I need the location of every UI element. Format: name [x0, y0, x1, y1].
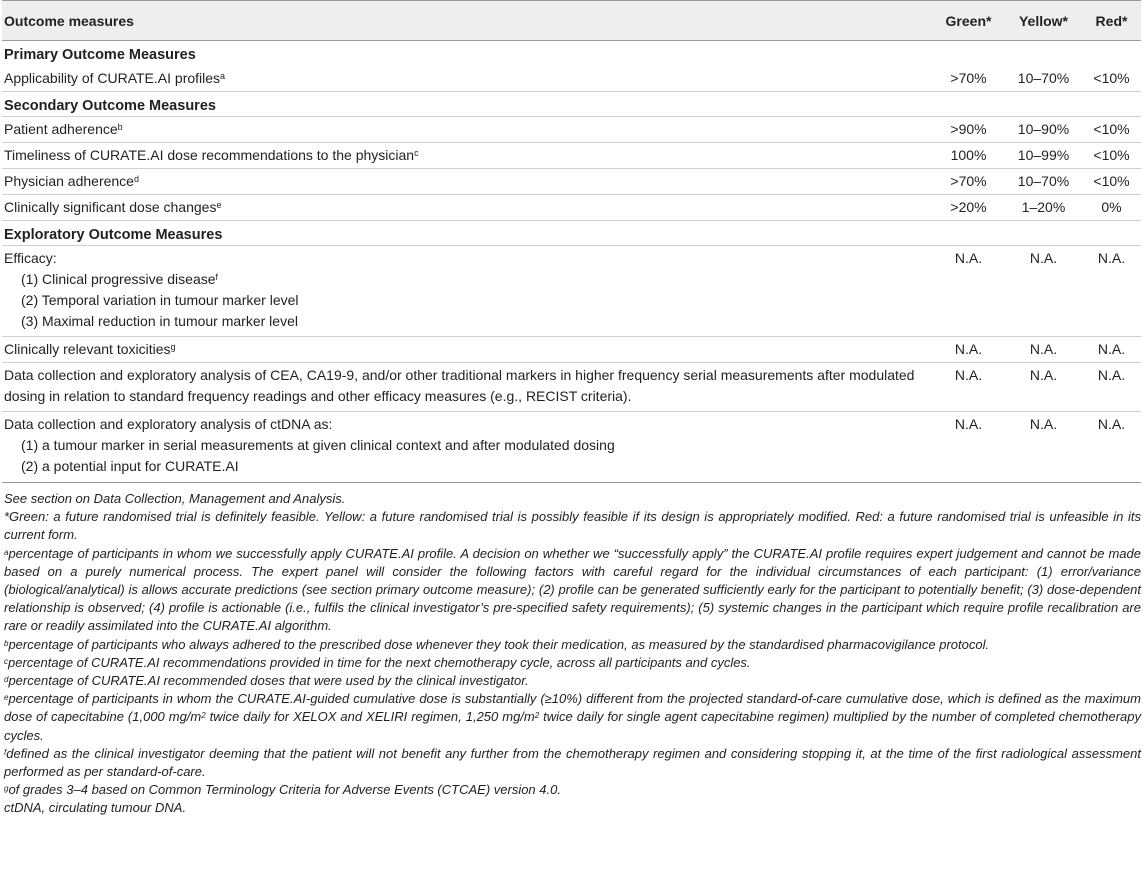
red-cell: N.A.: [1082, 337, 1141, 363]
row-label: Data collection and exploratory analysis of ctDNA as: (1) a tumour marker in serial measurements at given clinical context and after modulated dosing (2) a potential input for CURATE.AI: [2, 412, 932, 483]
red-cell: <10%: [1082, 143, 1141, 169]
table-row: [2, 169, 1141, 195]
row-label: Clinically relevant toxicities$^g$: [2, 337, 932, 363]
yellow-cell: N.A.: [1005, 246, 1082, 337]
row-label: Efficacy: (1) Clinical progressive disease$^f$ (2) Temporal variation in tumour marker level (3) Maximal reduction in tumour marker level: [2, 246, 932, 337]
green-cell: >70%: [932, 169, 1005, 195]
footnote-ctdna: ctDNA, circulating tumour DNA.: [4, 800, 187, 816]
table-row: [2, 246, 1141, 337]
footnote-a: $^a$percentage of participants in whom we successfully apply CURATE.AI profile. A decision on whether we “successfully apply” the CURATE.AI profile requires expert judgement and cannot be made based on a purely numerical process. The expert panel will consider the following factors with careful regard for the individual circumstances of each participant: (1) error/variance (biological/analytical) is allows accurate predictions (see section primary outcome measure); (2) profile can be generated sufficiently early for the participant to potentially benefit; (3) dose-dependent relationship is observed; (4) profile is actionable (i.e., fulfils the clinical investigator’s pre-specified safety requirements); (5) systemic changes in the participant which require profile recalibration are rare or readily assimilated into the CURATE.AI algorithm.: [4, 545, 1141, 634]
yellow-cell: N.A.: [1005, 337, 1082, 363]
table-row: [2, 143, 1141, 169]
section-row-secondary: [2, 92, 1141, 117]
yellow-cell: 1–20%: [1005, 195, 1082, 221]
section-title-primary: Primary Outcome Measures: [4, 47, 196, 63]
row-label: Clinically significant dose changes$^e$: [2, 195, 932, 221]
header-red: Red*: [1082, 1, 1141, 41]
footnote-b: $^b$percentage of participants who always adhered to the prescribed dose whenever they took their medication, as measured by the standardised pharmacovigilance protocol.: [4, 636, 990, 652]
green-cell: >90%: [932, 117, 1005, 143]
row-label: Applicability of CURATE.AI profiles$^a$: [2, 66, 932, 92]
row-label: Data collection and exploratory analysis of CEA, CA19-9, and/or other traditional markers in higher frequency serial measurements after modulated dosing in relation to standard frequency readings and other efficacy measures (e.g., RECIST criteria).: [2, 363, 932, 412]
table-header: [2, 1, 1141, 41]
green-cell: >70%: [932, 66, 1005, 92]
yellow-cell: 10–70%: [1005, 169, 1082, 195]
section-title-secondary: Secondary Outcome Measures: [2, 92, 1141, 117]
table-row: [2, 66, 1141, 92]
green-cell: N.A.: [932, 337, 1005, 363]
red-cell: N.A.: [1082, 246, 1141, 337]
red-cell: N.A.: [1082, 412, 1141, 483]
footnote-c: $^c$percentage of CURATE.AI recommendations provided in time for the next chemotherapy cycle, across all participants and cycles.: [4, 654, 751, 670]
footnote-f: $^f$defined as the clinical investigator deeming that the patient will not benefit any further from the chemotherapy regimen and considering stopping it, at the time of the first radiological assessment performed as per standard-of-care.: [4, 745, 1141, 780]
footnote-e: $^e$percentage of participants in whom the CURATE.AI-guided cumulative dose is substantially (≥10%) different from the projected standard-of-care cumulative dose, which is defined as the maximum dose of capecitabine (1,000 $mg/m^2$ twice daily for XELOX and XELIRI regimen, 1,250 $mg/m^2$ twice daily for single agent capecitabine regimen) multiplied by the number of completed chemotherapy cycles.: [4, 691, 1141, 743]
yellow-cell: 10–99%: [1005, 143, 1082, 169]
header-yellow: Yellow*: [1005, 1, 1082, 41]
green-cell: N.A.: [932, 363, 1005, 412]
red-cell: <10%: [1082, 117, 1141, 143]
red-cell: N.A.: [1082, 363, 1141, 412]
yellow-cell: 10–90%: [1005, 117, 1082, 143]
green-cell: N.A.: [932, 246, 1005, 337]
footnote-star: *Green: a future randomised trial is definitely feasible. Yellow: a future randomised trial is possibly feasible if its design is appropriately modified. Red: a future randomised trial is unfeasible in its current form.: [4, 509, 1141, 543]
table-row: [2, 195, 1141, 221]
section-title-exploratory: Exploratory Outcome Measures: [2, 221, 1141, 246]
row-label: Patient adherence$^b$: [2, 117, 932, 143]
footnote-g: $^g$of grades 3–4 based on Common Terminology Criteria for Adverse Events (CTCAE) version 4.0.: [4, 782, 561, 798]
header-green: Green*: [932, 1, 1005, 41]
footnote-intro: See section on Data Collection, Management and Analysis.: [4, 491, 346, 506]
yellow-cell: 10–70%: [1005, 66, 1082, 92]
red-cell: 0%: [1082, 195, 1141, 221]
yellow-cell: N.A.: [1005, 412, 1082, 483]
outcome-measures-table: [2, 0, 1141, 483]
table-row: [2, 412, 1141, 483]
green-cell: 100%: [932, 143, 1005, 169]
green-cell: >20%: [932, 195, 1005, 221]
row-label: Timeliness of CURATE.AI dose recommendations to the physician$^c$: [2, 143, 932, 169]
red-cell: <10%: [1082, 66, 1141, 92]
header-outcome-measures: Outcome measures: [2, 1, 932, 41]
table-footnotes: [2, 483, 1143, 818]
section-row-exploratory: [2, 221, 1141, 246]
table-row: [2, 363, 1141, 412]
row-label: Physician adherence$^d$: [2, 169, 932, 195]
table-row: [2, 337, 1141, 363]
red-cell: <10%: [1082, 169, 1141, 195]
section-row-primary: [2, 41, 1141, 66]
table-row: [2, 117, 1141, 143]
green-cell: N.A.: [932, 412, 1005, 483]
footnote-d: $^d$percentage of CURATE.AI recommended doses that were used by the clinical investigator.: [4, 673, 529, 689]
yellow-cell: N.A.: [1005, 363, 1082, 412]
